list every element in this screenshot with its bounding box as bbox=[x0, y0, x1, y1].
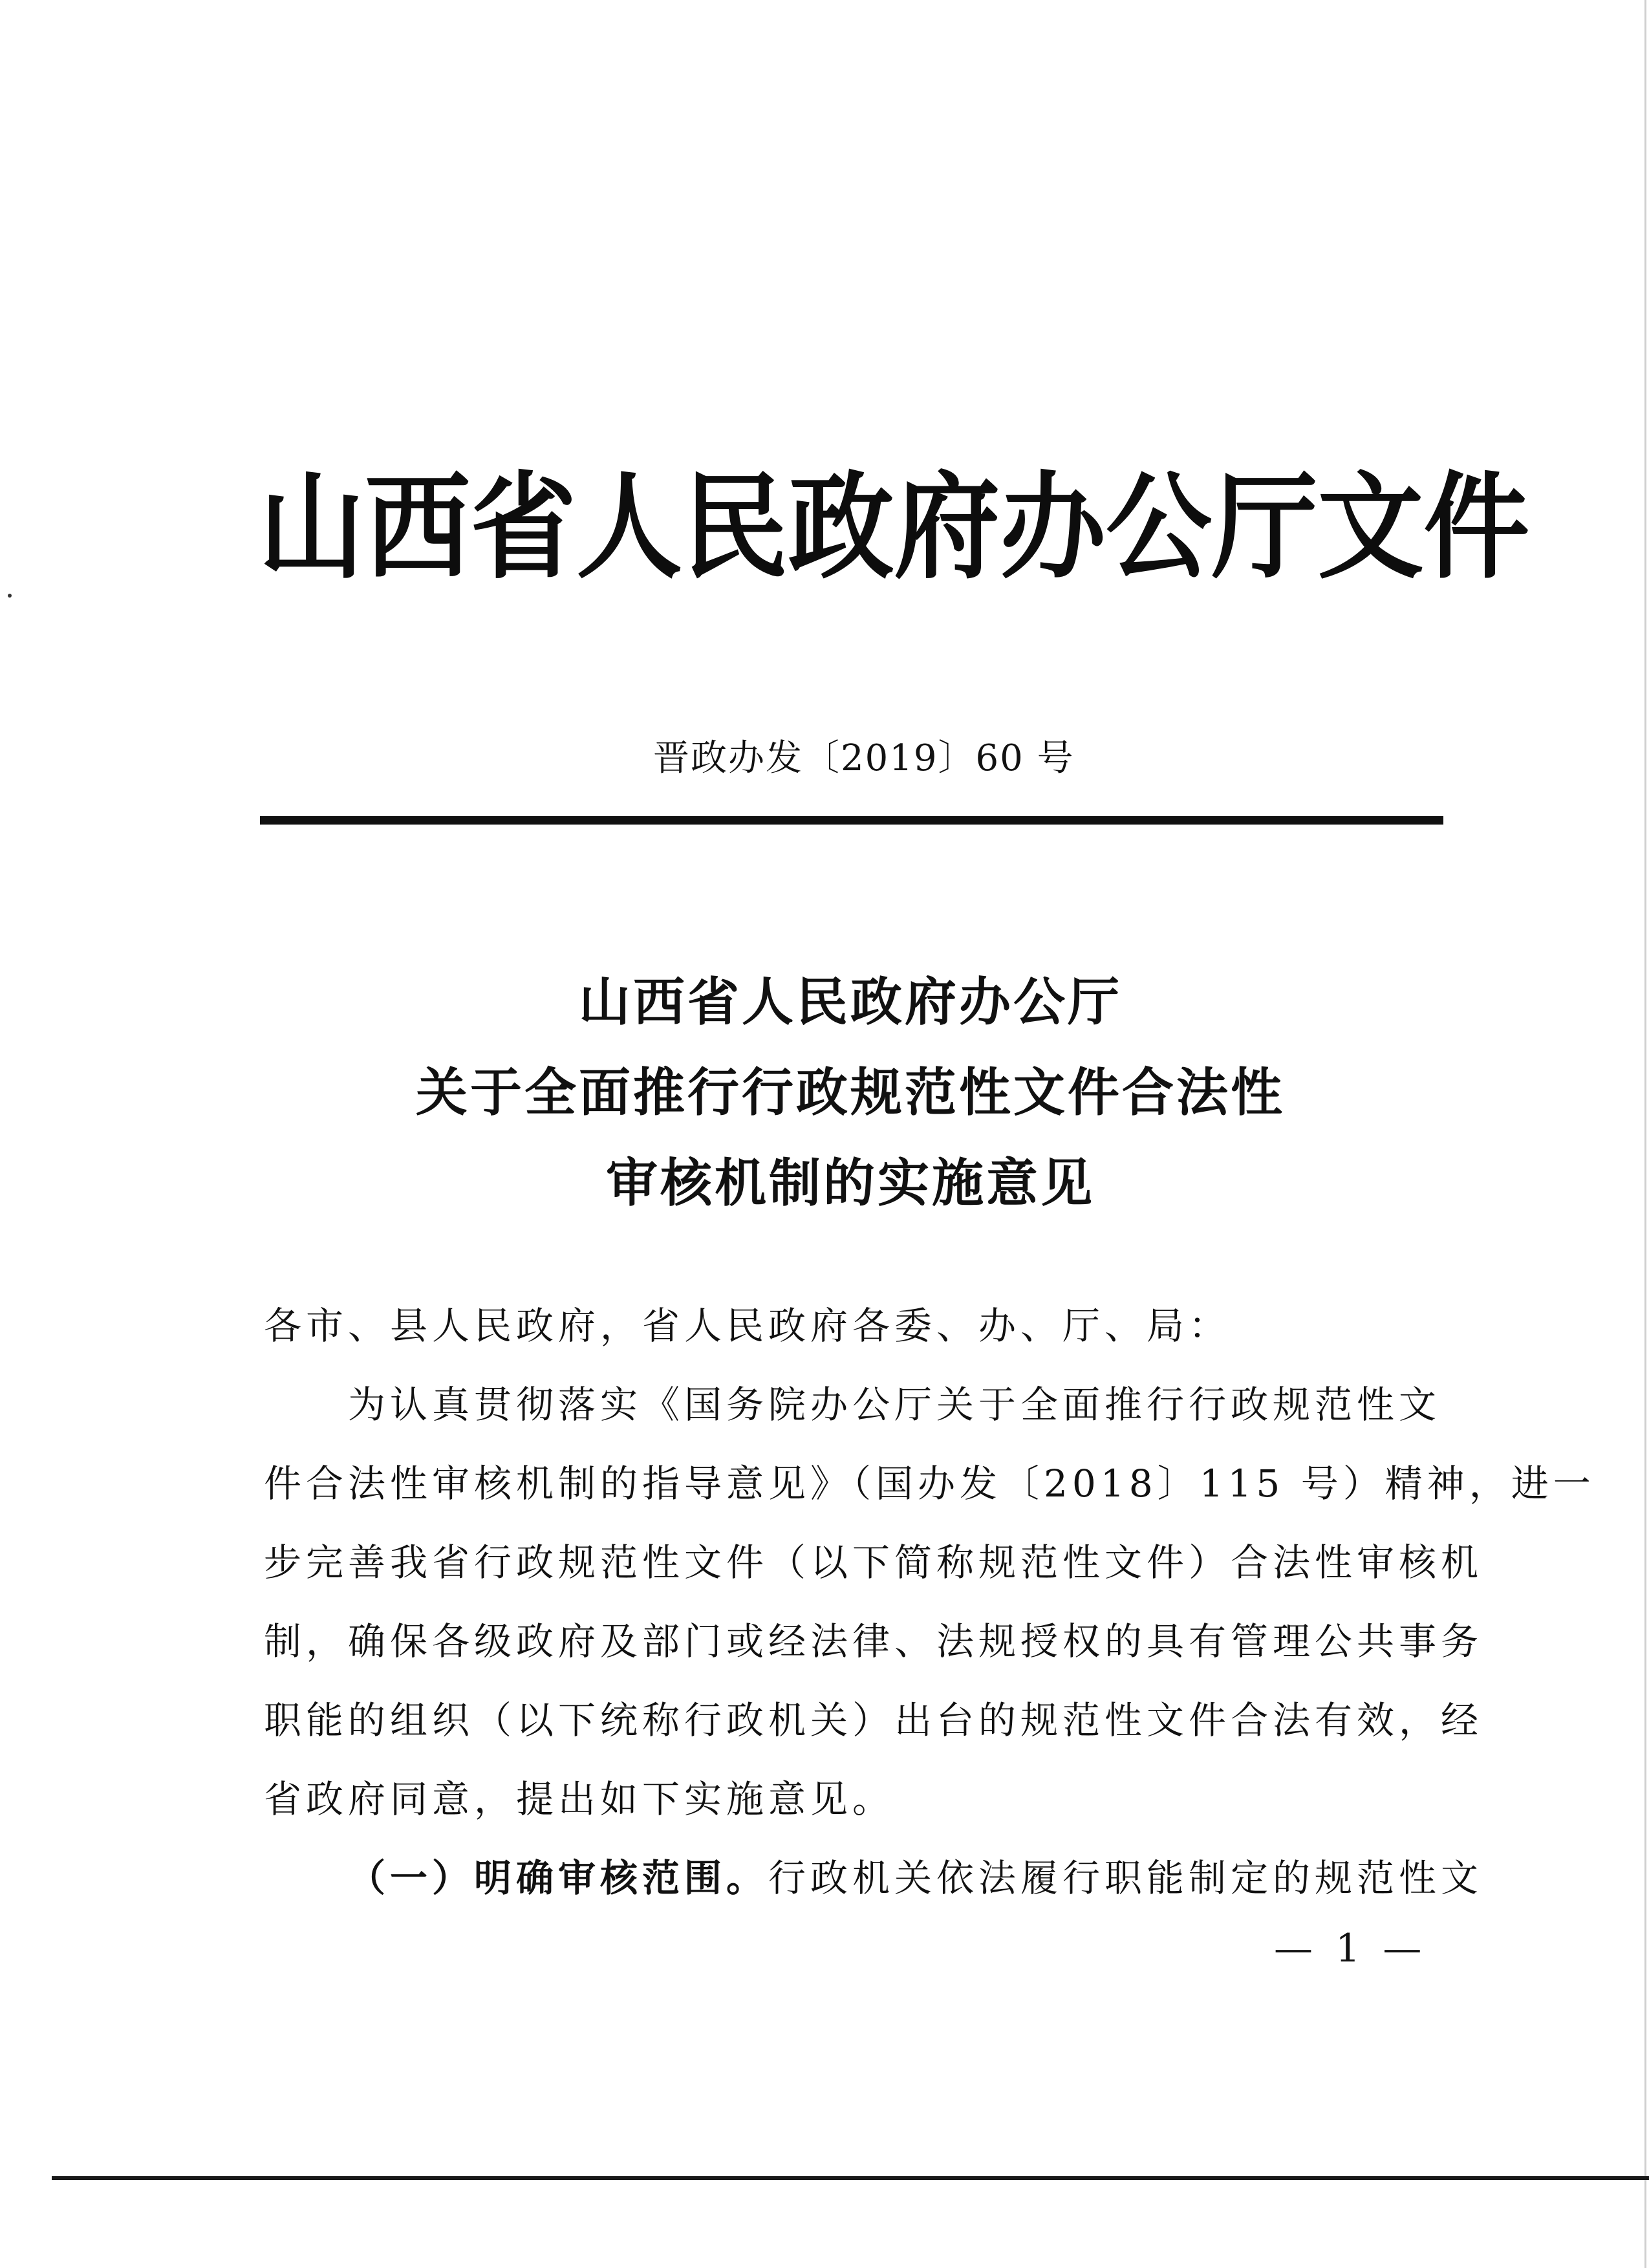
paragraph-line: 为认真贯彻落实《国务院办公厅关于全面推行行政规范性文 bbox=[348, 1383, 1441, 1427]
paragraph-line: 制，确保各级政府及部门或经法律、法规授权的具有管理公共事务 bbox=[264, 1619, 1483, 1663]
bottom-divider bbox=[52, 2176, 1649, 2180]
paragraph-line: 职能的组织（以下统称行政机关）出台的规范性文件合法有效，经 bbox=[264, 1698, 1483, 1742]
header-divider bbox=[260, 816, 1443, 825]
paragraph-line: 省政府同意，提出如下实施意见。 bbox=[264, 1777, 895, 1821]
issuer-header: 山西省人民政府办公厅文件 bbox=[259, 459, 1530, 594]
section-one-line bbox=[348, 1839, 1483, 1917]
scan-edge-line bbox=[1644, 0, 1646, 2268]
section-one-heading: （一）明确审核范围。 bbox=[348, 1856, 769, 1900]
document-number: 晋政办发〔2019〕60 号 bbox=[653, 737, 1075, 779]
salutation: 各市、县人民政府，省人民政府各委、办、厅、局： bbox=[264, 1304, 1231, 1348]
page-number: — 1 — bbox=[1274, 1926, 1427, 1971]
paragraph-line: 步完善我省行政规范性文件（以下简称规范性文件）合法性审核机 bbox=[264, 1540, 1483, 1584]
document-title-line-2: 关于全面推行行政规范性文件合法性 bbox=[416, 1063, 1285, 1123]
scan-speck bbox=[8, 594, 12, 598]
section-one-text: 行政机关依法履行职能制定的规范性文 bbox=[768, 1856, 1483, 1900]
document-title-line-1: 山西省人民政府办公厅 bbox=[579, 972, 1122, 1032]
paragraph-line: 件合法性审核机制的指导意见》（国办发〔2018〕115 号）精神，进一 bbox=[264, 1462, 1595, 1506]
document-title-line-3: 审核机制的实施意见 bbox=[606, 1153, 1095, 1213]
